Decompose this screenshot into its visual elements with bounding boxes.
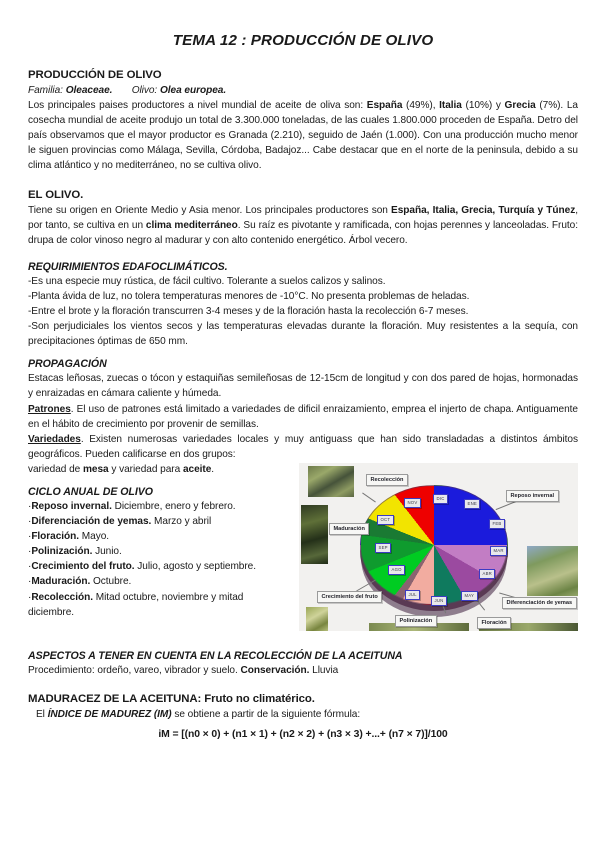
patrones-text: . El uso de patrones está limitado a variedades de dificil enraizamiento, emprea el injerto de chapa. Antiguamente en el hábito de crecimiento por provenir de semillas. xyxy=(28,403,578,430)
spacer xyxy=(28,635,578,650)
pie-month-label-jun: JUN xyxy=(431,596,447,606)
propagacion-patrones xyxy=(28,402,578,432)
indice-madurez-term: ÍNDICE DE MADUREZ (IM) xyxy=(47,708,172,720)
spacer xyxy=(28,248,578,261)
ciclo-bullet: · xyxy=(28,561,32,573)
ciclo-item-name: Crecimiento del fruto. xyxy=(31,561,135,573)
aspectos-post: Lluvia xyxy=(309,664,339,676)
figure-float-wrap xyxy=(299,463,578,631)
photo-rama-olivo-icon xyxy=(527,546,578,596)
pie-callout-reposo-invernal: Reposo invernal xyxy=(506,490,559,502)
aspectos-paragraph xyxy=(28,663,578,678)
leader-line xyxy=(496,501,517,510)
ciclo-item-detail: Octubre. xyxy=(90,576,132,588)
leader-line xyxy=(477,600,485,610)
ciclo-item-detail: Junio. xyxy=(92,546,122,558)
spacer xyxy=(28,678,578,693)
pie-month-label-ago: AGO xyxy=(388,565,405,575)
country-grecia-pct: (7%). xyxy=(535,100,567,112)
produccion-text-pre: Los principales paises productores a nivel mundial de aceite de oliva son: xyxy=(28,100,367,112)
familia-label: Familia: xyxy=(28,85,63,96)
pie-month-label-may: MAY xyxy=(461,591,478,601)
variedades-label: Variedades xyxy=(28,433,81,445)
pie-callout-recoleccion: Recolección xyxy=(366,474,408,486)
ciclo-bullet: · xyxy=(28,546,32,558)
patrones-label: Patrones xyxy=(28,403,71,415)
requerimiento-bullet: -Son perjudiciales los vientos secos y las temperaturas elevadas durante la floración. Muy resistentes a la sequía, con precipitaciones óptimas de 650 mm. xyxy=(28,321,578,348)
country-italia: Italia xyxy=(439,100,462,112)
grupos-mid: y variedad para xyxy=(108,463,183,475)
country-italia-pct: (10%) y xyxy=(461,100,505,112)
country-grecia: Grecia xyxy=(504,100,536,112)
photo-aceitunas-maduras-icon xyxy=(301,505,328,564)
olivo-value: Olea europea. xyxy=(159,85,227,96)
pie-month-label-mar: MAR xyxy=(490,546,507,556)
aspectos-pre: Procedimiento: ordeño, vareo, vibrador y suelo. xyxy=(28,664,241,676)
pie-month-label-feb: FEB xyxy=(489,519,505,529)
el-olivo-paragraph xyxy=(28,203,578,248)
olivo-label: Olivo: xyxy=(131,85,158,96)
grupo-aceite: aceite xyxy=(182,463,212,475)
el-olivo-pre: Tiene su origen en Oriente Medio y Asia menor. Los principales productores son xyxy=(28,204,392,216)
grupos-pre: variedad de xyxy=(28,463,83,475)
photo-flor-olivo-icon xyxy=(306,607,328,631)
section-heading-maduracez xyxy=(28,693,578,705)
aspectos-conservacion: Conservación. xyxy=(240,664,310,676)
pie-month-label-jul: JUL xyxy=(405,590,420,600)
subheading-ciclo-anual: CICLO ANUAL DE OLIVO xyxy=(28,485,153,498)
pie-month-label-ene: ENE xyxy=(464,499,480,509)
el-olivo-post: . Su raíz es pivotante y ramificada, con hojas perennes y lanceoladas. Fruto: drupa de color vinoso negro al madurar y con alto contenido energético. Árbol vecero. xyxy=(28,219,578,246)
maduracez-intro xyxy=(28,707,578,722)
ciclo-item-name: Reposo invernal. xyxy=(31,500,112,512)
pie-callout-diferenciacion-yemas: Diferenciación de yemas xyxy=(502,597,577,609)
ciclo-item-continuation: diciembre. xyxy=(28,606,75,618)
maduracez-intro-post: se obtiene a partir de la siguiente fórmula: xyxy=(171,708,361,720)
pie-callout-maduracion: Maduración xyxy=(329,523,369,535)
ciclo-item-detail: Julio, agosto y septiembre. xyxy=(134,561,257,573)
ciclo-bullet: · xyxy=(28,591,32,603)
indice-madurez-formula: iM = [(n0 × 0) + (n1 × 1) + (n2 × 2) + (n3 × 3) +...+ (n7 × 7)]/100 xyxy=(158,729,448,741)
section-heading-el-olivo: EL OLIVO. xyxy=(28,188,84,201)
requerimiento-bullet: -Planta ávida de luz, no tolera temperaturas menores de -10°C. No presenta problemas de heladas. xyxy=(28,290,470,302)
country-espana-pct: (49%), xyxy=(402,100,440,112)
pie-month-label-abr: ABR xyxy=(479,569,495,579)
maduracez-heading-post: Fruto no climatérico. xyxy=(204,692,315,705)
el-olivo-productores: España, Italia, Grecia, Turquía y Túnez xyxy=(391,204,576,216)
photo-olivar-icon xyxy=(308,466,354,497)
maduracez-heading-pre: MADURACEZ DE LA ACEITUNA: xyxy=(28,692,205,705)
ciclo-item-name: Maduración. xyxy=(31,576,91,588)
produccion-text-post: La cosecha mundial de aceite produjo un total de 3.300.000 toneladas, de las cuales 1.800.000 proceden de España. Detro del país observamos que el mayor productor es Granada (2.210), seguido de Jaén (1.000). Con una producción mucho menor le siguen provincias como Málaga, Sevilla, Córdoba, Badajoz... Cabe destacar que en el norte de la peninsula, debido a su clima atlántico y no mediterráneo, no se cultiva olivo. xyxy=(28,100,578,172)
pie-month-label-oct: OCT xyxy=(377,515,394,525)
el-olivo-mid: , por tanto, se cultiva en un xyxy=(28,204,578,231)
spacer xyxy=(28,349,578,358)
grupo-mesa: mesa xyxy=(82,463,109,475)
leader-line xyxy=(362,492,376,502)
ciclo-item-name: Floración. xyxy=(31,531,80,543)
produccion-paragraph xyxy=(28,98,578,173)
page-title: TEMA 12 : PRODUCCIÓN DE OLIVO xyxy=(172,32,434,49)
propagacion-variedades xyxy=(28,432,578,462)
country-espana: España xyxy=(366,100,403,112)
ciclo-item-detail: Marzo y abril xyxy=(151,516,212,528)
el-olivo-clima: clima mediterráneo xyxy=(145,219,238,231)
ciclo-item-name: Polinización. xyxy=(31,546,93,558)
subheading-propagacion: PROPAGACIÓN xyxy=(28,358,107,371)
subheading-aspectos: ASPECTOS A TENER EN CUENTA EN LA RECOLECCIÓN DE LA ACEITUNA xyxy=(28,649,403,662)
subheading-requerimientos: REQUIRIMIENTOS EDAFOCLIMÁTICOS. xyxy=(28,260,228,273)
pie-callout-crecimiento-fruto: Crecimiento del fruto xyxy=(317,591,382,603)
ciclo-item-name: Recolección. xyxy=(31,591,93,603)
pie-month-label-sep: SEP xyxy=(375,543,391,553)
ciclo-item-detail: Diciembre, enero y febrero. xyxy=(111,500,236,512)
requerimiento-bullet: -Es una especie muy rústica, de fácil cultivo. Tolerante a suelos calizos y salinos. xyxy=(28,275,386,287)
section-heading-produccion: PRODUCCIÓN DE OLIVO xyxy=(28,69,162,81)
ciclo-bullet: · xyxy=(28,500,32,512)
ciclo-anual-figure xyxy=(299,463,578,631)
pie-callout-floracion: Floración xyxy=(477,617,511,629)
ciclo-item-name: Diferenciación de yemas. xyxy=(31,516,152,528)
ciclo-item-detail: Mayo. xyxy=(79,531,110,543)
familia-line xyxy=(28,83,578,98)
pie-callout-polinizacion: Polinización xyxy=(395,615,437,627)
grupos-post: . xyxy=(211,463,215,475)
ciclo-item-detail: Mitad octubre, noviembre y mitad xyxy=(92,591,244,603)
spacer xyxy=(28,174,578,189)
requerimiento-bullet: -Entre el brote y la floración transcurren 3-4 meses y de la floración hasta la recolección 6-7 meses. xyxy=(28,306,469,318)
propagacion-intro: Estacas leñosas, zuecas o tócon y estaquiñas semileñosas de 12-15cm de longitud y con dos pared de hojas, hormonadas y enraizadas en cámara caliente y húmeda. xyxy=(28,373,578,400)
variedades-text: . Existen numerosas variedades locales y muy antiguass que han sido transladadas a distintos ámbitos geográficos. Pueden calificarse en dos grupos: xyxy=(28,433,578,460)
maduracez-intro-pre: El xyxy=(36,708,48,720)
ciclo-bullet: · xyxy=(28,576,32,588)
pie-month-label-nov: NOV xyxy=(404,498,421,508)
pie-month-label-dic: DIC xyxy=(433,494,448,504)
ciclo-bullet: · xyxy=(28,531,32,543)
familia-value: Oleaceae. xyxy=(65,85,113,96)
ciclo-bullet: · xyxy=(28,516,32,528)
